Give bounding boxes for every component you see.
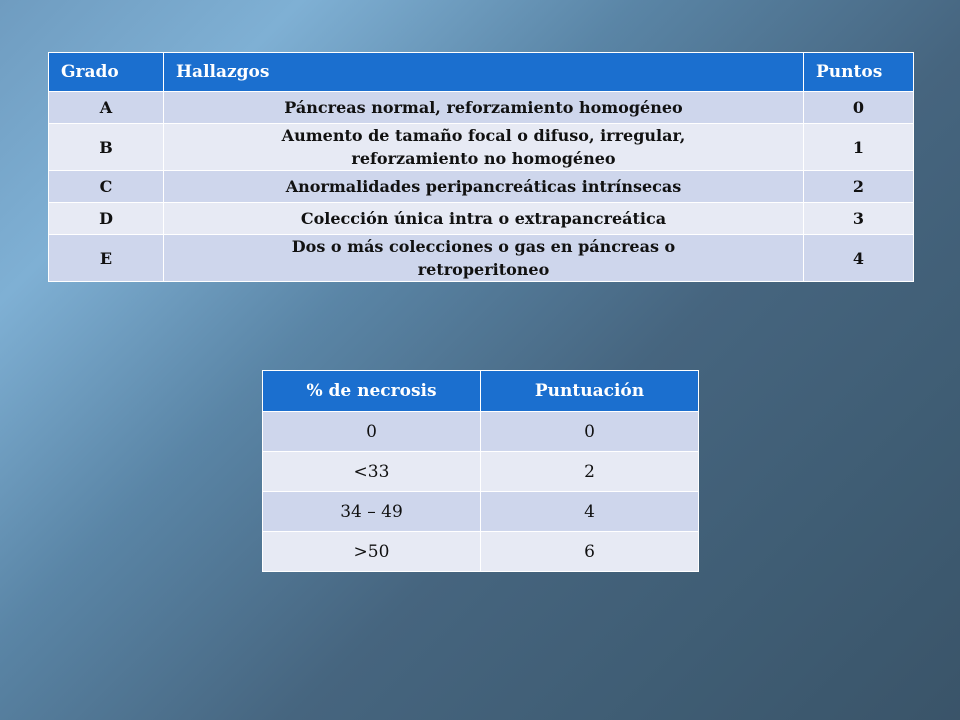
necrosis-cell: 34 – 49: [263, 492, 481, 532]
header-hallazgos: Hallazgos: [164, 53, 804, 92]
puntos-cell: 1: [804, 124, 914, 171]
necrosis-table: [262, 370, 699, 572]
table-row: [263, 452, 699, 492]
puntos-cell: 3: [804, 203, 914, 235]
necrosis-table-header-row: [263, 371, 699, 412]
header-necrosis: % de necrosis: [263, 371, 481, 412]
necrosis-cell: 0: [263, 412, 481, 452]
grade-table-header-row: [49, 53, 914, 92]
grado-cell: C: [49, 171, 164, 203]
necrosis-cell: >50: [263, 532, 481, 572]
hallazgos-cell: Colección única intra o extrapancreática: [164, 203, 804, 235]
table-row: [263, 532, 699, 572]
table-row: [49, 203, 914, 235]
header-puntuacion: Puntuación: [481, 371, 699, 412]
grade-table: [48, 52, 914, 282]
table-row: [49, 171, 914, 203]
necrosis-cell: <33: [263, 452, 481, 492]
hallazgos-cell: Aumento de tamaño focal o difuso, irregular, reforzamiento no homogéneo: [164, 124, 804, 171]
table-row: [49, 235, 914, 282]
puntuacion-cell: 2: [481, 452, 699, 492]
grado-cell: E: [49, 235, 164, 282]
grado-cell: A: [49, 92, 164, 124]
puntos-cell: 4: [804, 235, 914, 282]
header-grado: Grado: [49, 53, 164, 92]
header-puntos: Puntos: [804, 53, 914, 92]
puntuacion-cell: 6: [481, 532, 699, 572]
puntuacion-cell: 0: [481, 412, 699, 452]
puntos-cell: 0: [804, 92, 914, 124]
puntuacion-cell: 4: [481, 492, 699, 532]
puntos-cell: 2: [804, 171, 914, 203]
grado-cell: D: [49, 203, 164, 235]
hallazgos-cell: Dos o más colecciones o gas en páncreas o retroperitoneo: [164, 235, 804, 282]
table-row: [263, 412, 699, 452]
hallazgos-cell: Anormalidades peripancreáticas intrínsecas: [164, 171, 804, 203]
table-row: [263, 492, 699, 532]
hallazgos-cell: Páncreas normal, reforzamiento homogéneo: [164, 92, 804, 124]
grado-cell: B: [49, 124, 164, 171]
table-row: [49, 124, 914, 171]
table-row: [49, 92, 914, 124]
